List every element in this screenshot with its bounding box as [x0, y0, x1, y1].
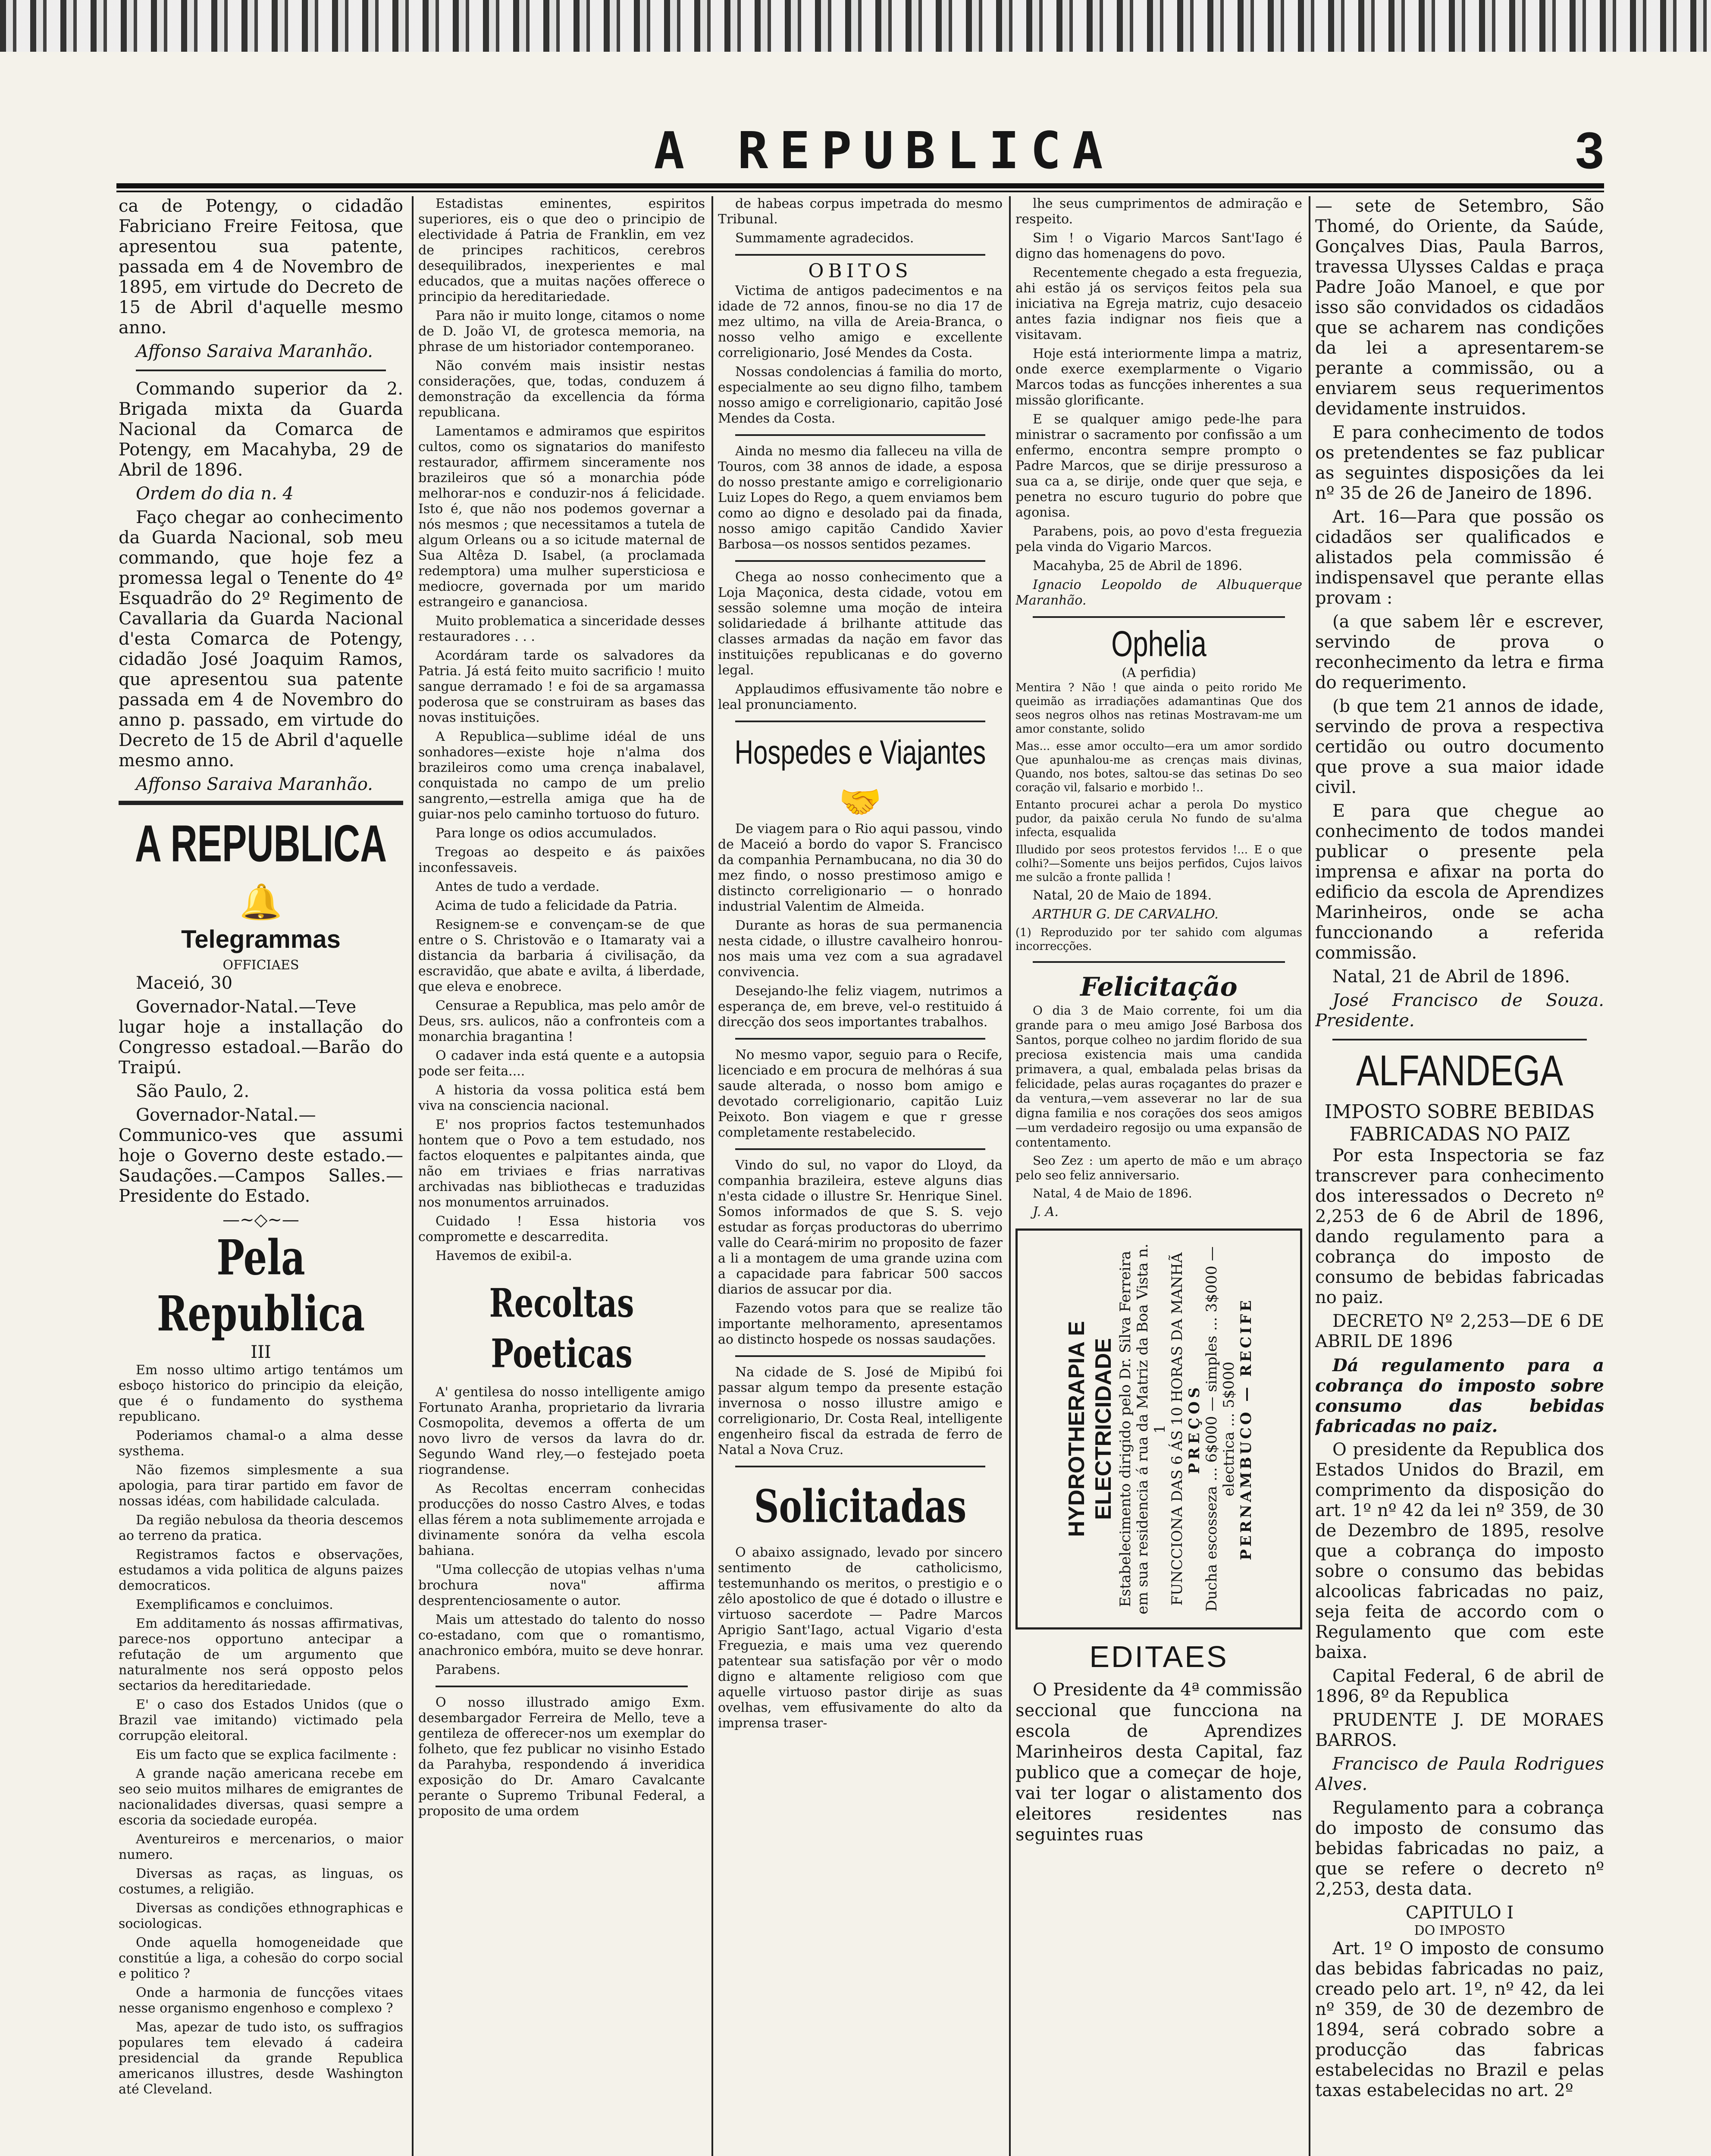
paragraph: Onde aquella homogeneidade que constitúe a liga, a cohesão do corpo social e politico ? — [119, 1935, 403, 1981]
paragraph: Recentemente chegado a esta freguezia, ahi estão já os serviços feitos pela sua iniciativa na Egreja matriz, cujo desaceio antes fazia indignar nos fieis que a visitavam. — [1015, 265, 1302, 342]
clasped-hands-ornament-icon: 🤝 — [839, 782, 882, 822]
separator — [119, 801, 403, 805]
paragraph: De viagem para o Rio aqui passou, vindo de Maceió a bordo do vapor S. Francisco da companhia Pernambucana, no dia 30 do mez findo, o nosso prestimoso amigo e distincto correligionario — o honrado industrial Valentim de Almeida. — [718, 821, 1003, 914]
paragraph: Chega ao nosso conhecimento que a Loja Maçonica, desta cidade, votou em sessão solemne uma moção de inteira solidariedade á brilhante attitude das classes armadas da nação em favor das instituições republicanas e do governo legal. — [718, 570, 1003, 678]
section-title: OBITOS — [808, 260, 912, 282]
poem-stanza: Mas... esse amor occulto—era um amor sordido Que apunhalou-me as crenças mais divinas, Quando, nos botes, saltou-se das setinas Do seo coração vil, falsario e morbido !.. — [1015, 740, 1302, 794]
paragraph: PRUDENTE J. DE MORAES BARROS. — [1315, 1710, 1604, 1750]
paragraph: "Uma collecção de utopias velhas n'uma brochura nova" affirma desprentenciosamente o autor. — [418, 1562, 705, 1608]
masthead-rule-thin — [116, 191, 1604, 192]
section-title: Solicitadas — [754, 1479, 967, 1533]
paragraph: Dá regulamento para a cobrança do imposto sobre consumo das bebidas fabricadas no paiz. — [1315, 1355, 1604, 1436]
section-number: III — [251, 1342, 271, 1362]
paragraph: Muito problematica a sinceridade desses restauradores . . . — [418, 614, 705, 644]
paragraph: O cadaver inda está quente e a autopsia pode ser feita.... — [418, 1048, 705, 1079]
paragraph: E para que chegue ao conhecimento de todos mandei publicar o presente pela imprensa e afixar na porta do edificio da escola de Aprendizes Marinheiros, onde se acha funccionando a referida commissão. — [1315, 801, 1604, 963]
paragraph: A historia da vossa politica está bem viva na consciencia nacional. — [418, 1083, 705, 1113]
poem-stanza: Mentira ? Não ! que ainda o peito rorido Me queimão as irradiações adamantinas Que dos seos negros olhos nas retinas Mostravam-me um amor constante, solido — [1015, 681, 1302, 736]
paragraph: Desejando-lhe feliz viagem, nutrimos a esperança de, em breve, vel-o restituido á direcção dos seos importantes trabalhos. — [718, 984, 1003, 1030]
paragraph: Havemos de exibil-a. — [436, 1248, 572, 1263]
chapter-heading: CAPITULO I — [1405, 1903, 1514, 1923]
paragraph: O dia 3 de Maio corrente, foi um dia grande para o meu amigo José Barbosa dos Santos, porque colheo no jardim florido de sua preciosa existencia mais uma candida primavera, a qual, embalada pelas brisas da felicidade, pelas auras roçagantes do prazer e da ventura,—vem asseverar no lar de sua digna familia e nos corações dos seos amigos—um verdadeiro regosijo ou uma expansão de contentamento. — [1015, 1003, 1302, 1150]
ad-line: FUNCCIONA DAS 6 ÁS 10 HORAS DA MANHÃ — [1168, 1252, 1186, 1606]
chapter-subheading: DO IMPOSTO — [1414, 1923, 1505, 1938]
paragraph: Parabens. — [436, 1662, 501, 1677]
ad-title: HYDROTHERAPIA E ELECTRICIDADE — [1064, 1321, 1116, 1537]
paragraph: Ordem do dia n. 4 — [136, 484, 294, 504]
column-4 — [1015, 196, 1302, 2156]
paragraph: Maceió, 30 — [136, 973, 233, 993]
separator — [735, 1466, 985, 1467]
newspaper-title: A REPUBLICA — [654, 121, 1114, 180]
paragraph: Applaudimos effusivamente tão nobre e leal pronunciamento. — [718, 682, 1003, 712]
section-title: Telegrammas — [181, 925, 341, 953]
paragraph: No mesmo vapor, seguio para o Recife, licenciado e em procura de melhóras á sua saude alterada, o nosso bom amigo e devotado correligionario, capitão Luiz Peixoto. Bon viagem e que r gresse completamente restabelecido. — [718, 1047, 1003, 1140]
paragraph: de habeas corpus impetrada do mesmo Tribunal. — [718, 196, 1003, 227]
paragraph: Macahyba, 25 de Abril de 1896. — [1033, 558, 1243, 573]
paragraph: Capital Federal, 6 de abril de 1896, 8º da Republica — [1315, 1666, 1604, 1706]
paragraph: (b que tem 21 annos de idade, servindo de prova a respectiva certidão ou outro documento que prove a sua maior idade civil. — [1315, 696, 1604, 797]
paragraph: Antes de tudo a verdade. — [436, 879, 600, 894]
paragraph: O presidente da Republica dos Estados Unidos do Brazil, em comprimento da disposição do art. 1º nº 42 da lei nº 359, de 30 de Dezembro de 1895, resolve que a cobrança do imposto sobre o consumo das bebidas alcoolicas fabricadas no paiz, seja feita de accordo com o Regulamento que com este baixa. — [1315, 1440, 1604, 1662]
paragraph: Resignem-se e convençam-se de que entre o S. Christovão e o Itamaraty vai a distancia da barbaria á civilisação, da escravidão, que abate e avilta, á liberdade, que eleva e enobrece. — [418, 917, 705, 994]
separator — [735, 254, 985, 256]
paragraph: Art. 16—Para que possão os cidadãos ser qualificados e alistados pela commissão é indispensavel que perante ellas provam : — [1315, 507, 1604, 608]
paragraph: lhe seus cumprimentos de admiração e respeito. — [1015, 196, 1302, 227]
paragraph: O Presidente da 4ª commissão seccional que funcciona na escola de Aprendizes Marinheiros desta Capital, faz publico que a começar de hoje, vai ter logar o alistamento dos eleitores residentes nas seguintes ruas — [1015, 1680, 1302, 1845]
paragraph: Francisco de Paula Rodrigues Alves. — [1315, 1754, 1604, 1794]
paragraph: São Paulo, 2. — [136, 1081, 250, 1101]
masthead-rule — [116, 183, 1604, 188]
paragraph: Vindo do sul, no vapor do Lloyd, da companhia brazileira, esteve alguns dias n'esta cidade o illustre Sr. Henrique Sinel. Somos informados de que S. S. vejo estudar as forças productoras do uberrimo valle do Ceará-mirim no proposito de fazer a li a montagem de uma grande uzina com a capacidade para fabricar 500 saccos diarios de assucar por dia. — [718, 1158, 1003, 1297]
separator — [735, 1038, 985, 1040]
section-title: EDITAES — [1089, 1640, 1228, 1673]
separator — [436, 1686, 688, 1687]
scan-edge-noise — [0, 0, 1711, 52]
poem-author: ARTHUR G. DE CARVALHO. — [1033, 907, 1219, 922]
separator — [1332, 1039, 1587, 1040]
paragraph: Summamente agradecidos. — [735, 231, 914, 246]
paragraph: Acima de tudo a felicidade da Patria. — [436, 898, 677, 913]
paragraph: Poderiamos chamal-o a alma desse systhema. — [119, 1428, 403, 1459]
paragraph: Não convém mais insistir nestas considerações, que, todas, conduzem á demonstração da excellencia da fórma republicana. — [418, 358, 705, 420]
paragraph: O nosso illustrado amigo Exm. desembargador Ferreira de Mello, teve a gentileza de offerecer-nos um exemplar do folheto, que fez publicar no visinho Estado da Parahyba, respondendo á inveridica exposição do Dr. Amaro Cavalcante perante o Supremo Tribunal Federal, a proposito de uma ordem — [418, 1695, 705, 1819]
ad-line: Estabelecimento dirigido pelo Dr. Silva Ferreira em sua residencia á rua da Matriz da Boa Vista n. 1 — [1116, 1244, 1169, 1614]
paragraph: Governador-Natal.—Communico-ves que assumi hoje o Governo deste estado.—Saudações.—Campos Salles.—Presidente do Estado. — [119, 1105, 403, 1206]
poem-date: Natal, 20 de Maio de 1894. — [1033, 888, 1212, 903]
paragraph: Da região nebulosa da theoria descemos ao terreno da pratica. — [119, 1513, 403, 1543]
paragraph: Para não ir muito longe, citamos o nome de D. João VI, de grotesca memoria, na phrase de um historiador contemporaneo. — [418, 308, 705, 354]
paragraph: Commando superior da 2. Brigada mixta da Guarda Nacional da Comarca de Potengy, em Macahyba, 29 de Abril de 1896. — [119, 379, 403, 480]
paragraph: Durante as horas de sua permanencia nesta cidade, o illustre cavalheiro honrou-nos mais uma vez com a sua agradavel convivencia. — [718, 918, 1003, 980]
paragraph: Faço chegar ao conhecimento da Guarda Nacional, sob meu commando, que hoje fez a promessa legal o Tenente do 4º Esquadrão do 2º Regimento de Cavallaria da Guarda Nacional d'esta Comarca de Potengy, cidadão José Joaquim Ramos, que apresentou sua patente passada em 4 de Novembro do anno p. passado, em virtude do Decreto de 15 de Abril d'aquelle mesmo anno. — [119, 508, 403, 771]
paragraph: Censurae a Republica, mas pelo amôr de Deus, srs. aulicos, não a confronteis com a monarchia bragantina ! — [418, 998, 705, 1044]
paragraph: Natal, 21 de Abril de 1896. — [1332, 967, 1570, 987]
paragraph: E' nos proprios factos testemunhados hontem que o Povo a tem estudado, nos factos eloquentes e palpitantes ainda, que não em triviaes e frias narrativas archivadas nas bibliothecas e traduzidas nos monumentos arruinados. — [418, 1117, 705, 1210]
paragraph: Mas, apezar de tudo isto, os suffragios populares tem elevado á cadeira presidencial da grande Republica americanos illustres, desde Washington até Cleveland. — [119, 2020, 403, 2097]
paragraph: DECRETO Nº 2,253—DE 6 DE ABRIL DE 1896 — [1315, 1311, 1604, 1351]
paragraph: Hoje está interiormente limpa a matriz, onde exerce exemplarmente o Vigario Marcos todas as funcções inherentes a sua missão glorificante. — [1015, 346, 1302, 408]
paragraph: A' gentilesa do nosso intelligente amigo Fortunato Aranha, proprietario da livraria Cosmopolita, devemos a offerta de um novo livro de versos da lavra do dr. Segundo Wand rley,—o festejado poeta riograndense. — [418, 1385, 705, 1477]
section-title: ALFANDEGA — [1356, 1046, 1564, 1094]
paragraph: E se qualquer amigo pede-lhe para ministrar o sacramento por confissão a um enfermo, encontra sempre prompto o Padre Marcos, que se dirije pressuroso a sua ca a, se dirije, onde quer que seja, e penetra no escuro tugurio do pobre que agonisa. — [1015, 412, 1302, 520]
paragraph: Cuidado ! Essa historia vos compromette e descarredita. — [418, 1214, 705, 1244]
paragraph: Victima de antigos padecimentos e na idade de 72 annos, finou-se no dia 17 de mez ultimo, na villa de Areia-Branca, o nosso velho amigo e excellente correligionario, José Mendes da Costa. — [718, 283, 1003, 360]
poem-stanza: Illudido por seos protestos fervidos !... E o que colhi?—Somente uns beijos perfidos, Cujos laivos me sulcão a fronte pallida ! — [1015, 843, 1302, 884]
section-banner: A REPUBLICA — [135, 815, 387, 873]
paragraph: Estadistas eminentes, espiritos superiores, eis o que deo o principio de electividade á Patria de Franklin, em vez de principes rachiticos, cerebros desequilibrados, inexperientes e mal educados, que a muitas nações offerece o principio da hereditariedade. — [418, 196, 705, 304]
paragraph: (a que sabem lêr e escrever, servindo de prova o reconhecimento da letra e firma do requerimento. — [1315, 612, 1604, 693]
paragraph: O abaixo assignado, levado por sincero sentimento de catholicismo, testemunhando os meritos, o prestigio e o zêlo apostolico de que é dotado o illustre e virtuoso sacerdote — Padre Marcos Aprigio Sant'Iago, actual Vigario d'esta Freguezia, e mais uma vez querendo patentear sua satisfação por vêr o modo digno e altamente religioso com que aquelle virtuoso pastor dirije as suas ovelhas, vem effusivamente do alto da imprensa traser- — [718, 1545, 1003, 1731]
poem-stanza: Entanto procurei achar a perola Do mystico pudor, da paixão cerula No fundo de su'alma infecta, esqualida — [1015, 799, 1302, 839]
ad-line: Ducha escosseza ... 6$000 — simples ... 3$000 — electrica ... 5$000 — [1203, 1246, 1238, 1612]
paragraph: Registramos factos e observações, estudamos a vida politica de alguns paizes democraticos. — [119, 1547, 403, 1593]
paragraph: Em additamento ás nossas affirmativas, parece-nos opportuno antecipar a refutação de um argumento que naturalmente nos será opposto pelos sectarios da hereditariedade. — [119, 1616, 403, 1693]
separator — [735, 560, 985, 562]
paragraph: Na cidade de S. José de Mipibú foi passar algum tempo da presente estação invernosa o nosso illustre amigo e correligionario, Dr. Costa Real, intelligente engenheiro fiscal da estrada de ferro de Natal a Nova Cruz. — [718, 1365, 1003, 1457]
paragraph: A Republica—sublime idéal de uns sonhadores—existe hoje n'alma dos brazileiros como uma crença inabalavel, conquistada no campo de um prelio sangrento,—estrella amiga que ha de guiar-nos pelo caminho tortuoso do futuro. — [418, 729, 705, 822]
footnote: (1) Reproduzido por ter sahido com algumas incorrecções. — [1015, 926, 1302, 953]
paragraph: Não fizemos simplesmente a sua apologia, para tirar partido em favor de nossas idéas, com habilidade calculada. — [119, 1463, 403, 1509]
advertisement-box — [1015, 1228, 1302, 1630]
paragraph: Lamentamos e admiramos que espiritos cultos, como os signatarios do manifesto restaurador, affirmem sinceramente nos brazileiros que só a monarchia póde melhorar-nos e conduzir-nos á felicidade. Isto é, que não nos podemos governar a nós mesmos ; que necessitamos a tutela de algum Orleans ou a so icitude maternal de Sua Altêza D. Isabel, (a proclamada redemptora) uma mulher supersticiosa e mediocre, governada por um marido estrangeiro e gananciosa. — [418, 424, 705, 610]
column-3 — [718, 196, 1003, 2156]
paragraph: Eis um facto que se explica facilmente : — [136, 1747, 397, 1762]
paragraph: Onde a harmonia de funcções vitaes nesse organismo engenhoso e complexo ? — [119, 1985, 403, 2016]
column-1 — [119, 196, 403, 2156]
separator — [735, 1355, 985, 1357]
column-5 — [1315, 196, 1604, 2156]
divider-ornament-icon: —~◇~— — [222, 1210, 299, 1230]
paragraph: ca de Potengy, o cidadão Fabriciano Freire Feitosa, que apresentou sua patente, passada em 4 de Novembro de 1895, em virtude do Decreto de 15 de Abril d'aquelle mesmo anno. — [119, 196, 403, 338]
signature: Ignacio Leopoldo de Albuquerque Maranhão. — [1015, 577, 1302, 608]
paragraph: Seo Zez : um aperto de mão e um abraço pelo seo feliz anniversario. — [1015, 1153, 1302, 1182]
signature: J. A. — [1033, 1204, 1059, 1219]
column-divider — [412, 196, 414, 2156]
section-title: Recoltas Poeticas — [489, 1279, 634, 1377]
paragraph: Sim ! o Vigario Marcos Sant'Iago é digno das homenagens do povo. — [1015, 231, 1302, 261]
paragraph: Fazendo votos para que se realize tão importante melhoramento, apresentamos ao distincto hospede os nossas saudações. — [718, 1301, 1003, 1347]
paragraph: Aventureiros e mercenarios, o maior numero. — [119, 1832, 403, 1862]
column-divider — [1309, 196, 1310, 2156]
paragraph: Por esta Inspectoria se faz transcrever para conhecimento dos interessados o Decreto nº 2,253 de 6 de Abril de 1896, dando regulamento para a cobrança do imposto de consumo de bebidas fabricadas no paiz. — [1315, 1146, 1604, 1307]
paragraph: Para longe os odios accumulados. — [436, 826, 657, 841]
separator — [735, 1148, 985, 1150]
poem-title: Ophelia — [1111, 624, 1206, 664]
column-divider — [711, 196, 713, 2156]
signature: José Francisco de Souza. Presidente. — [1315, 990, 1604, 1031]
paragraph: Regulamento para a cobrança do imposto de consumo das bebidas fabricadas no paiz, a que se refere o decreto nº 2,253, desta data. — [1315, 1798, 1604, 1899]
ad-line: PERNAMBUCO — RECIFE — [1237, 1297, 1255, 1561]
paragraph: Acordáram tarde os salvadores da Patria. Já está feito muito sacrificio ! muito sangue derramado ! e foi de sa argamassa poderosa que se construiram as bases das novas instituições. — [418, 648, 705, 725]
paragraph: Exemplificamos e concluimos. — [136, 1597, 333, 1612]
section-subtitle: OFFICIAES — [222, 958, 299, 973]
paragraph: Ainda no mesmo dia falleceu na villa de Touros, com 38 annos de idade, a esposa do nosso prestante amigo e correligionario Luiz Lopes do Rego, a quem enviamos bem como ao digno e desolado pai da finada, nosso amigo capitão Candido Xavier Barbosa—os nossos sentidos pezames. — [718, 444, 1003, 552]
ad-line: PREÇOS — [1185, 1384, 1203, 1474]
paragraph: Tregoas ao despeito e ás paixões inconfessaveis. — [418, 845, 705, 875]
section-subtitle: IMPOSTO SOBRE BEBIDAS FABRICADAS NO PAIZ — [1324, 1101, 1595, 1145]
paragraph: Parabens, pois, ao povo d'esta freguezia pela vinda do Vigario Marcos. — [1015, 524, 1302, 555]
paragraph: Diversas as raças, as linguas, os costumes, a religião. — [119, 1866, 403, 1897]
poem-subtitle: (A perfidia) — [1122, 665, 1196, 680]
paragraph: Em nosso ultimo artigo tentámos um esboço historico do principio da eleição, que é o fundamento do systhema republicano. — [119, 1363, 403, 1424]
section-title: Hospedes e Viajantes — [734, 733, 986, 771]
paragraph: E para conhecimento de todos os pretendentes se faz publicar as seguintes disposições da lei nº 35 de 26 de Janeiro de 1896. — [1315, 423, 1604, 503]
paragraph: — sete de Setembro, São Thomé, do Oriente, da Saúde, Gonçalves Dias, Paula Barros, travessa Ulysses Caldas e praça Padre João Manoel, e que por isso são convidados os cidadãos que se acharem nas condições da lei a apresentarem-se perante a commissão, ou a enviarem seus requerimentos devidamente instruidos. — [1315, 196, 1604, 419]
column-divider — [1009, 196, 1011, 2156]
paragraph: A grande nação americana recebe em seo seio muitos milhares de emigrantes de nacionalidades diversas, quasi sempre a escoria da sociedade européa. — [119, 1766, 403, 1828]
separator — [136, 370, 386, 371]
paragraph: Governador-Natal.—Teve lugar hoje a installação do Congresso estadoal.—Barão do Traipú. — [119, 997, 403, 1078]
section-title: Pela Republica — [157, 1229, 365, 1342]
separator — [1033, 961, 1285, 963]
signature: Affonso Saraiva Maranhão. — [136, 774, 373, 794]
paragraph: Natal, 4 de Maio de 1896. — [1033, 1186, 1192, 1200]
signature: Affonso Saraiva Maranhão. — [136, 342, 373, 361]
separator — [735, 434, 985, 436]
bell-ornament-icon: 🔔 — [239, 882, 282, 922]
paragraph: Diversas as condições ethnographicas e sociologicas. — [119, 1901, 403, 1931]
separator — [1033, 616, 1285, 618]
paragraph: As Recoltas encerram conhecidas producções do nosso Castro Alves, e todas ellas férem a nota sublimemente arrojada e divinamente sonóra da velha escola bahiana. — [418, 1481, 705, 1558]
section-title: Felicitação — [1080, 972, 1238, 1002]
page-number: 3 — [1575, 122, 1604, 179]
paragraph: Nossas condolencias á familia do morto, especialmente ao seu digno filho, tambem nosso amigo e correligionario, capitão José Mendes da Costa. — [718, 364, 1003, 426]
masthead — [116, 121, 1604, 185]
paragraph: Mais um attestado do talento do nosso co-estadano, com que o romantismo, anachronico embóra, muito se deve honrar. — [418, 1612, 705, 1658]
paragraph: Art. 1º O imposto de consumo das bebidas fabricadas no paiz, creado pelo art. 1º, nº 42, da lei nº 359, de 30 de dezembro de 1894, será cobrado sobre a producção das fabricas estabelecidas no Brazil e pelas taxas estabelecidas no art. 2º — [1315, 1939, 1604, 2100]
column-2 — [418, 196, 705, 2156]
paragraph: E' o caso dos Estados Unidos (que o Brazil vae imitando) victimado pela corrupção eleitoral. — [119, 1697, 403, 1743]
separator — [735, 721, 985, 722]
